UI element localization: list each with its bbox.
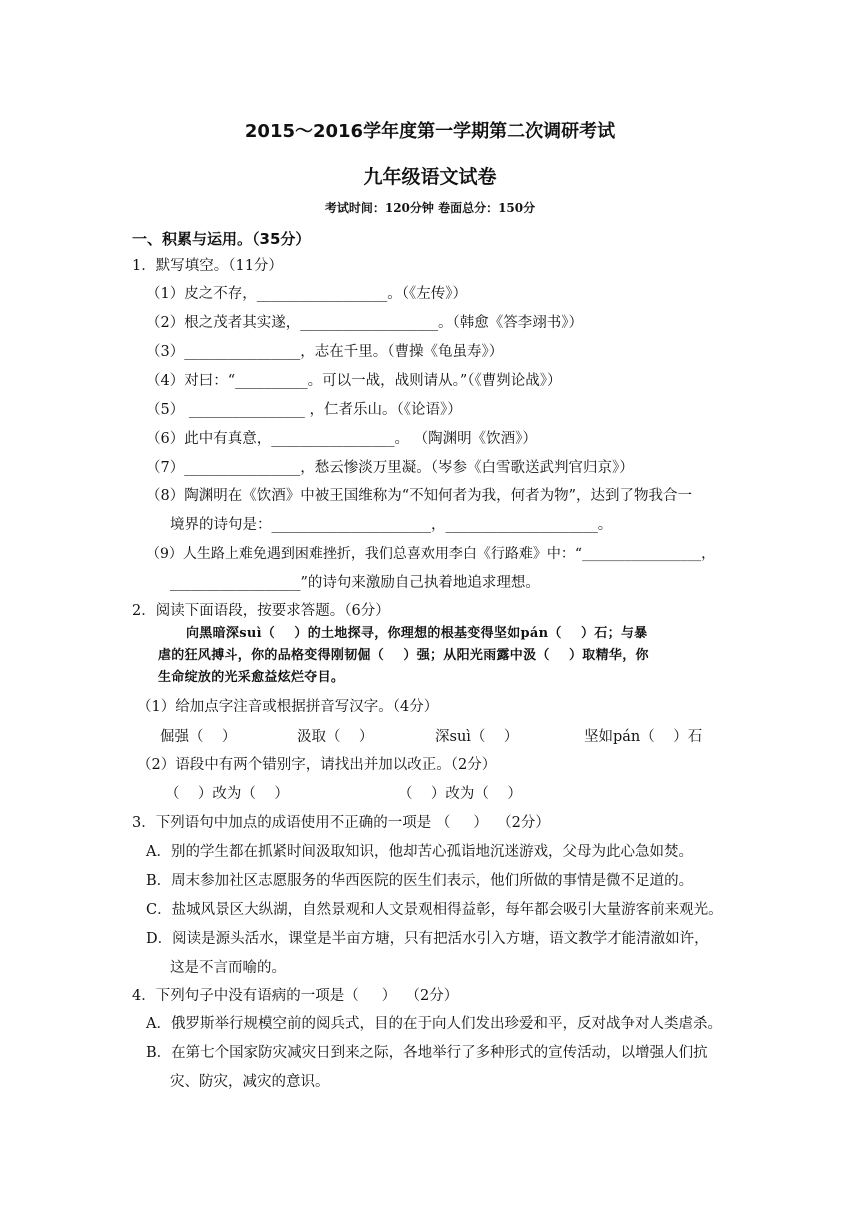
q3-option-d-cont: 这是不言而喻的。	[170, 960, 286, 976]
q2-sub2-answer-a: （ ）改为（ ）	[165, 786, 289, 802]
q1-item-4: （4）对曰：“__________。可以一战，战则请从。”（《曹刿论战》）	[146, 373, 562, 389]
q1-item-5: （5） ________________ ，仁者乐山。（《论语》）	[146, 402, 462, 418]
q4-option-b: B．在第七个国家防灾减灾日到来之际，各地举行了多种形式的宣传活动，以增强人们抗	[146, 1045, 708, 1061]
q1-item-9: （9）人生路上难免遇到困难挫折，我们总喜欢用李白《行路难》中：“_________________，	[146, 546, 716, 562]
q2-sub1-item-2: 汲取（ ）	[297, 729, 374, 745]
q1-item-6: （6）此中有真意，_________________。 （陶渊明《饮酒》）	[146, 431, 537, 447]
q1-item-9-cont: __________________”的诗句来激励自己执着地追求理想。	[170, 575, 540, 591]
q1-item-3: （3）________________，志在千里。（曹操《龟虽寿》）	[146, 344, 504, 360]
q4-option-a: A．俄罗斯举行规模空前的阅兵式，目的在于向人们发出珍爱和平，反对战争对人类虐杀。	[146, 1016, 722, 1032]
q2-passage-line-1: 向黑暗深suì（ ）的土地探寻，你理想的根基变得坚如pán（ ）石；与暴	[186, 626, 648, 641]
q1-item-7: （7）________________，愁云惨淡万里凝。（岑参《白雪歌送武判官归京》）	[146, 460, 634, 476]
q2-sub1-item-1: 倔强（ ）	[160, 729, 237, 745]
q3-stem: 3．下列语句中加点的成语使用不正确的一项是 （ ） （2分）	[132, 815, 550, 831]
q3-option-d: D．阅读是源头活水，课堂是半亩方塘，只有把活水引入方塘，语文教学才能清澈如许，	[146, 931, 709, 947]
q4-stem: 4．下列句子中没有语病的一项是（ ） （2分）	[132, 988, 459, 1004]
q3-option-a: A．别的学生都在抓紧时间汲取知识，他却苦心孤诣地沉迷游戏，父母为此心急如焚。	[146, 844, 693, 860]
q1-item-2: （2）根之茂者其实遂，___________________。（韩愈《答李翊书》）	[146, 315, 583, 331]
q2-stem: 2．阅读下面语段，按要求答题。（6分）	[132, 603, 390, 619]
q4-option-b-cont: 灾、防灾，减灾的意识。	[170, 1074, 330, 1090]
q1-item-1: （1）皮之不存，__________________。（《左传》）	[146, 286, 467, 302]
q2-sub2: （2）语段中有两个错别字，请找出并加以改正。（2分）	[137, 757, 497, 773]
q1-stem: 1．默写填空。（11分）	[132, 258, 283, 274]
exam-subtitle: 九年级语文试卷	[363, 166, 497, 188]
exam-meta: 考试时间：120分钟 卷面总分：150分	[324, 201, 536, 215]
q3-option-c: C．盐城风景区大纵湖，自然景观和人文景观相得益彰，每年都会吸引大量游客前来观光。	[146, 902, 723, 918]
exam-title: 2015～2016学年度第一学期第二次调研考试	[244, 121, 616, 142]
q1-item-8-cont: 境界的诗句是：______________________，_____________________。	[170, 517, 613, 533]
q2-sub1-item-4: 坚如pán（ ）石	[584, 729, 703, 745]
q2-sub1: （1）给加点字注音或根据拼音写汉字。（4分）	[137, 699, 439, 715]
q3-option-b: B．周末参加社区志愿服务的华西医院的医生们表示，他们所做的事情是微不足道的。	[146, 873, 694, 889]
section-heading: 一、积累与运用。（35分）	[132, 230, 311, 248]
q1-item-8: （8）陶渊明在《饮酒》中被王国维称为“不知何者为我，何者为物”，达到了物我合一	[146, 488, 693, 504]
q2-sub2-answer-b: （ ）改为（ ）	[398, 786, 522, 802]
q2-passage-line-2: 虐的狂风搏斗，你的品格变得刚韧倔（ ）强；从阳光雨露中汲（ ）取精华，你	[158, 648, 649, 663]
q2-sub1-item-3: 深suì（ ）	[435, 729, 519, 745]
q2-passage-line-3: 生命绽放的光采愈益炫烂夺目。	[158, 670, 345, 685]
